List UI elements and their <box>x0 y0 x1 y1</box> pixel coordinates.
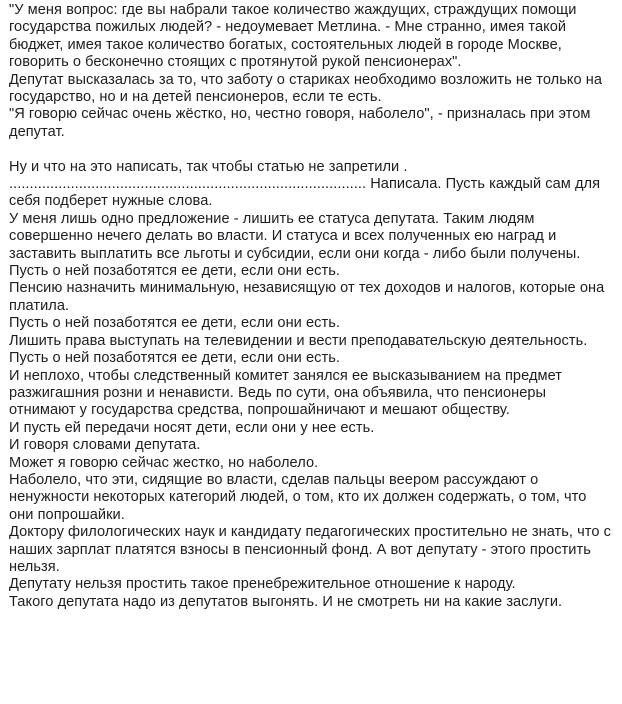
text-paragraph: У меня лишь одно предложение - лишить ее статуса депутата. Таким людям совершенно нечего делать во власти. И статуса и всех полученных ею наград и заставить выплатить все льготы и субсидии, если они когда - либо были получены. <box>9 210 581 262</box>
text-paragraph: И говоря словами депутата. <box>9 437 201 454</box>
quote-paragraph: "Я говорю сейчас очень жёстко, но, честно говоря, наболело", - призналась при этом депутат. <box>9 106 595 140</box>
text-paragraph: Наболело, что эти, сидящие во власти, сделав пальцы веером рассуждают о ненужности некоторых категорий людей, о том, кто их должен содержать, о том, что они попрошайки. <box>9 471 591 523</box>
text-paragraph: Лишить права выступать на телевидении и вести преподавательскую деятельность. Пусть о ней позаботятся ее дети, если они есть. <box>9 332 592 367</box>
text-paragraph: ....................................................................................... Написала. Пусть каждый сам для себя подберет нужные слова. <box>9 176 605 210</box>
text-paragraph: Доктору филологических наук и кандидату педагогических простительно не знать, что с наших зарплат платятся взносы в пенсионный фонд. А вот депутату - этого простить нельзя. <box>9 524 616 575</box>
text-paragraph: И неплохо, чтобы следственный комитет занялся ее высказыванием на предмет разжигашния розни и ненависти. Ведь по сути, она объявила, что пенсионеры отнимают у государства средства, попрошайничают и мешают обществу. <box>9 367 567 419</box>
text-paragraph: Такого депутата надо из депутатов выгонять. И не смотреть ни на какие заслуги. <box>9 593 563 610</box>
text-paragraph: Пусть о ней позаботятся ее дети, если они есть. <box>9 263 340 280</box>
text-paragraph: Депутат высказалась за то, что заботу о стариках необходимо возложить не только на государство, но и на детей пенсионеров, если те есть. <box>9 71 607 106</box>
text-paragraph: Пусть о ней позаботятся ее дети, если они есть. <box>9 315 340 332</box>
text-paragraph: Может я говорю сейчас жестко, но наболело. <box>9 454 319 471</box>
text-paragraph: И пусть ей передачи носят дети, если они у нее есть. <box>9 419 375 436</box>
text-paragraph: Депутату нельзя простить такое пренебрежительное отношение к народу. <box>9 576 516 593</box>
blank-line <box>9 141 614 158</box>
text-paragraph: Ну и что на это написать, так чтобы статью не запретили . <box>9 158 408 175</box>
text-paragraph: Пенсию назначить минимальную, независящую от тех доходов и налогов, которые она платила. <box>9 280 609 314</box>
quote-paragraph: "У меня вопрос: где вы набрали такое количество жаждущих, страждущих помощи государства пожилых людей? - недоумевает Метлина. - Мне странно, имея такой бюджет, имея такое количество богатых, состоятельных людей в городе Москве, говорить о бесконечно стоящих с протянутой рукой пенсионерах". <box>9 2 581 71</box>
